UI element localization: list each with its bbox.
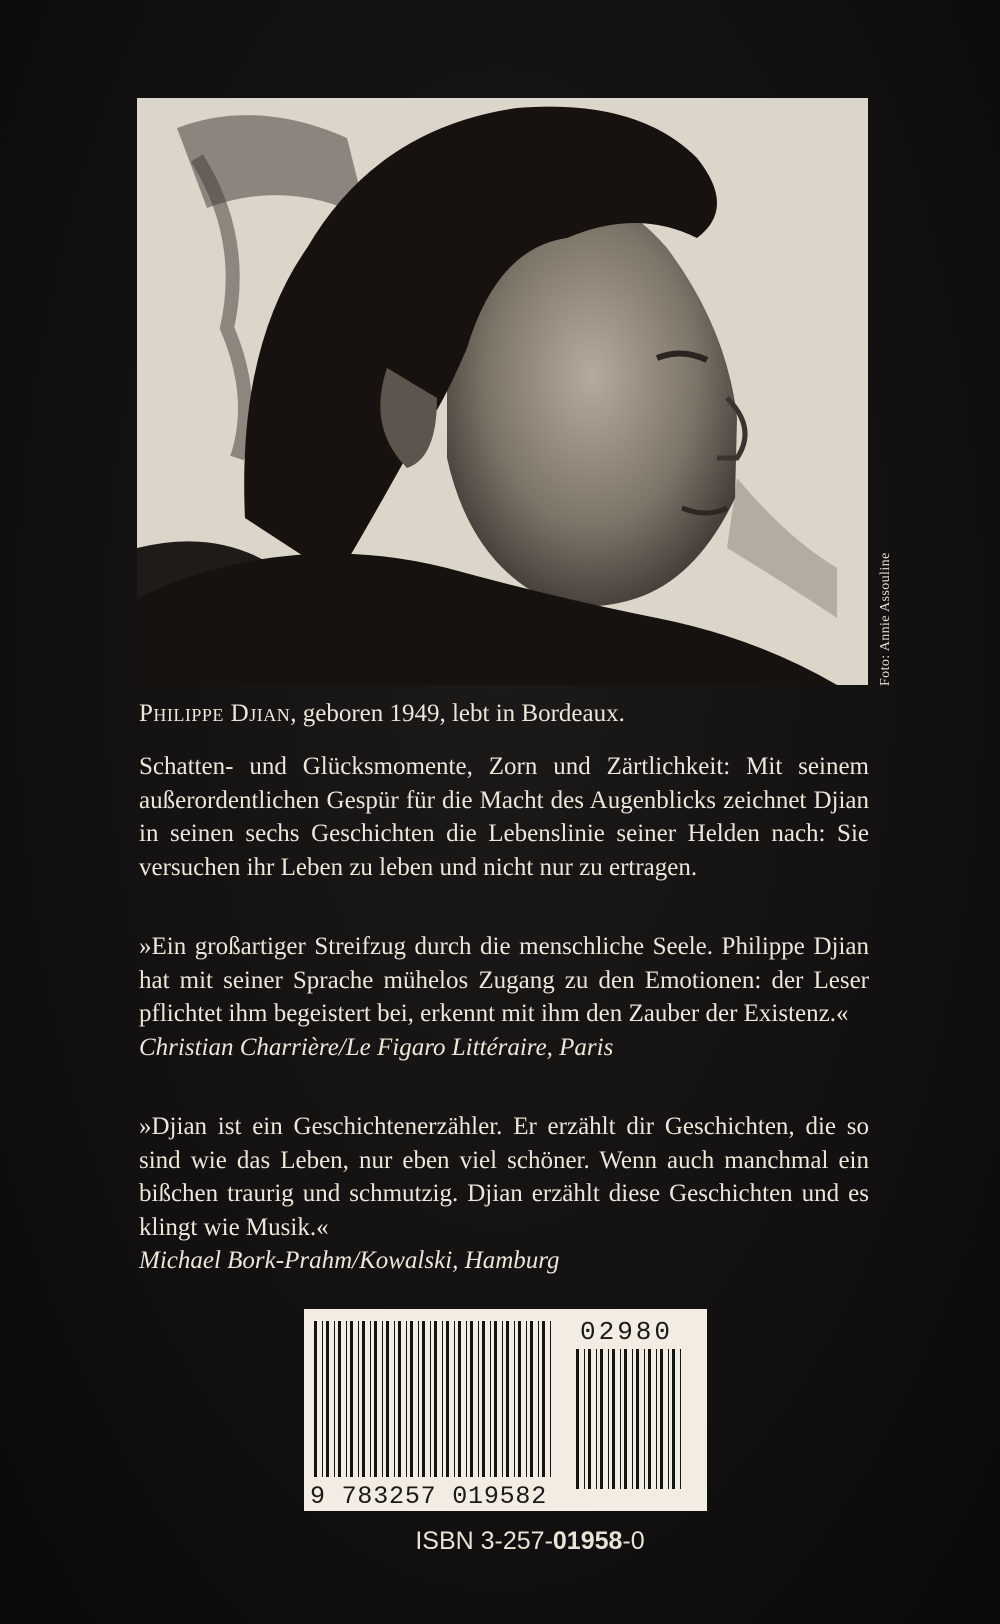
isbn-prefix: ISBN 3-257- (415, 1527, 553, 1555)
press-quote-1 (139, 930, 869, 1064)
barcode-ean-digits: 9 783257 019582 (310, 1482, 548, 1511)
author-name: Philippe Djian (139, 700, 291, 727)
barcode-addon-digits: 02980 (580, 1317, 674, 1347)
quote-source: Christian Charrière/Le Figaro Littéraire, Paris (139, 1033, 614, 1061)
ean-barcode (304, 1309, 707, 1511)
isbn-suffix: -0 (622, 1527, 645, 1555)
author-photo (137, 98, 868, 685)
blurb-paragraph: Schatten- und Glücksmomente, Zorn und Zärtlichkeit: Mit seinem außerordentlichen Gespür für die Macht des Augenblicks zeichnet Djian in seinen sechs Geschichten die Lebenslinie seiner Helden nach: Sie versuchen ihr Leben zu leben und nicht nur zu ertragen. (139, 753, 869, 881)
isbn-bold: 01958 (552, 1527, 623, 1555)
quote-text: »Djian ist ein Geschichtenerzähler. Er erzählt dir Geschichten, die so sind wie das Leben, nur eben viel schöner. Wenn auch manchmal ein bißchen traurig und schmutzig. Djian erzählt diese Geschichten und es klingt wie Musik.« (139, 1113, 869, 1241)
quote-text: »Ein großartiger Streifzug durch die menschliche Seele. Philippe Djian hat mit seiner Sprache mühelos Zugang zu den Emotionen: der Leser pflichtet ihm begeistert bei, erkennt mit ihm den Zauber der Existenz.« (139, 933, 869, 1027)
isbn-line (380, 1527, 680, 1556)
quote-source: Michael Bork-Prahm/Kowalski, Hamburg (139, 1247, 560, 1274)
photo-credit: Foto: Annie Assouline (878, 552, 893, 686)
press-quote-2 (139, 1110, 869, 1278)
author-info: , geboren 1949, lebt in Bordeaux. (290, 700, 625, 727)
author-line (139, 697, 869, 731)
